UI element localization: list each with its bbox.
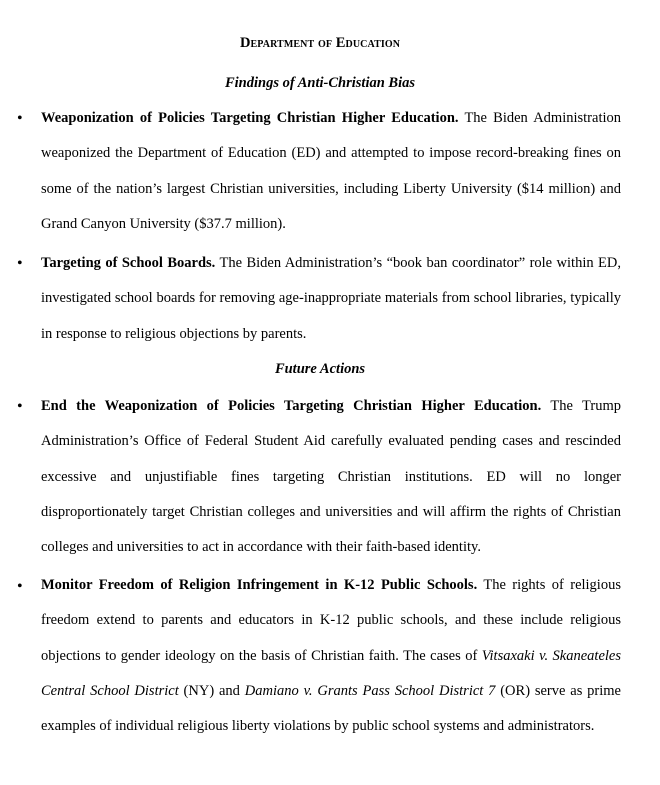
action-1-lead: End the Weaponization of Policies Targeting Christian Higher Education.: [41, 398, 542, 414]
bullet-marker: •: [17, 255, 23, 272]
finding-paragraph-1: [41, 101, 621, 242]
bullet-marker: •: [17, 398, 23, 415]
action-paragraph-1: [41, 389, 621, 565]
department-heading: Department of Education: [239, 35, 401, 51]
bullet-marker: •: [17, 578, 23, 595]
action-2-body-1: The rights of religious freedom extend to parents and educators in K-12 public schools, and these include religious objections to gender ideology on the basis of Christian faith. The cases of: [41, 577, 621, 664]
action-2-body-2: (NY) and: [178, 682, 245, 699]
future-actions-heading: Future Actions: [274, 361, 366, 377]
case-citation-damiano: Damiano v. Grants Pass School District 7: [244, 682, 496, 699]
finding-2-body: The Biden Administration’s “book ban coordinator” role within ED, investigated school boards for removing age-inappropriate materials from school libraries, typically in response to religious objections by parents.: [41, 255, 621, 342]
action-paragraph-2: [41, 568, 621, 744]
action-1-body: The Trump Administration’s Office of Federal Student Aid carefully evaluated pending cases and rescinded excessive and unjustifiable fines targeting Christian institutions. ED will no longer disproportionately target Christian colleges and universities and will affirm the rights of Christian colleges and universities to act in accordance with their faith-based identity.: [41, 398, 621, 556]
finding-2-lead: Targeting of School Boards.: [41, 255, 216, 271]
finding-paragraph-2: [41, 246, 621, 352]
finding-1-lead: Weaponization of Policies Targeting Christian Higher Education.: [41, 110, 459, 126]
action-2-lead: Monitor Freedom of Religion Infringement in K-12 Public Schools.: [41, 577, 478, 593]
case-citation-vitsaxaki: Vitsaxaki v. Skaneateles Central School District: [41, 647, 621, 699]
bullet-marker: •: [17, 110, 23, 127]
findings-heading: Findings of Anti-Christian Bias: [224, 75, 416, 91]
action-2-body-3: (OR) serve as prime examples of individual religious liberty violations by public school systems and administrators.: [41, 682, 621, 735]
finding-1-body: The Biden Administration weaponized the Department of Education (ED) and attempted to impose record-breaking fines on some of the nation’s largest Christian universities, including Liberty University ($14 million) and Grand Canyon University ($37.7 million).: [41, 110, 621, 232]
